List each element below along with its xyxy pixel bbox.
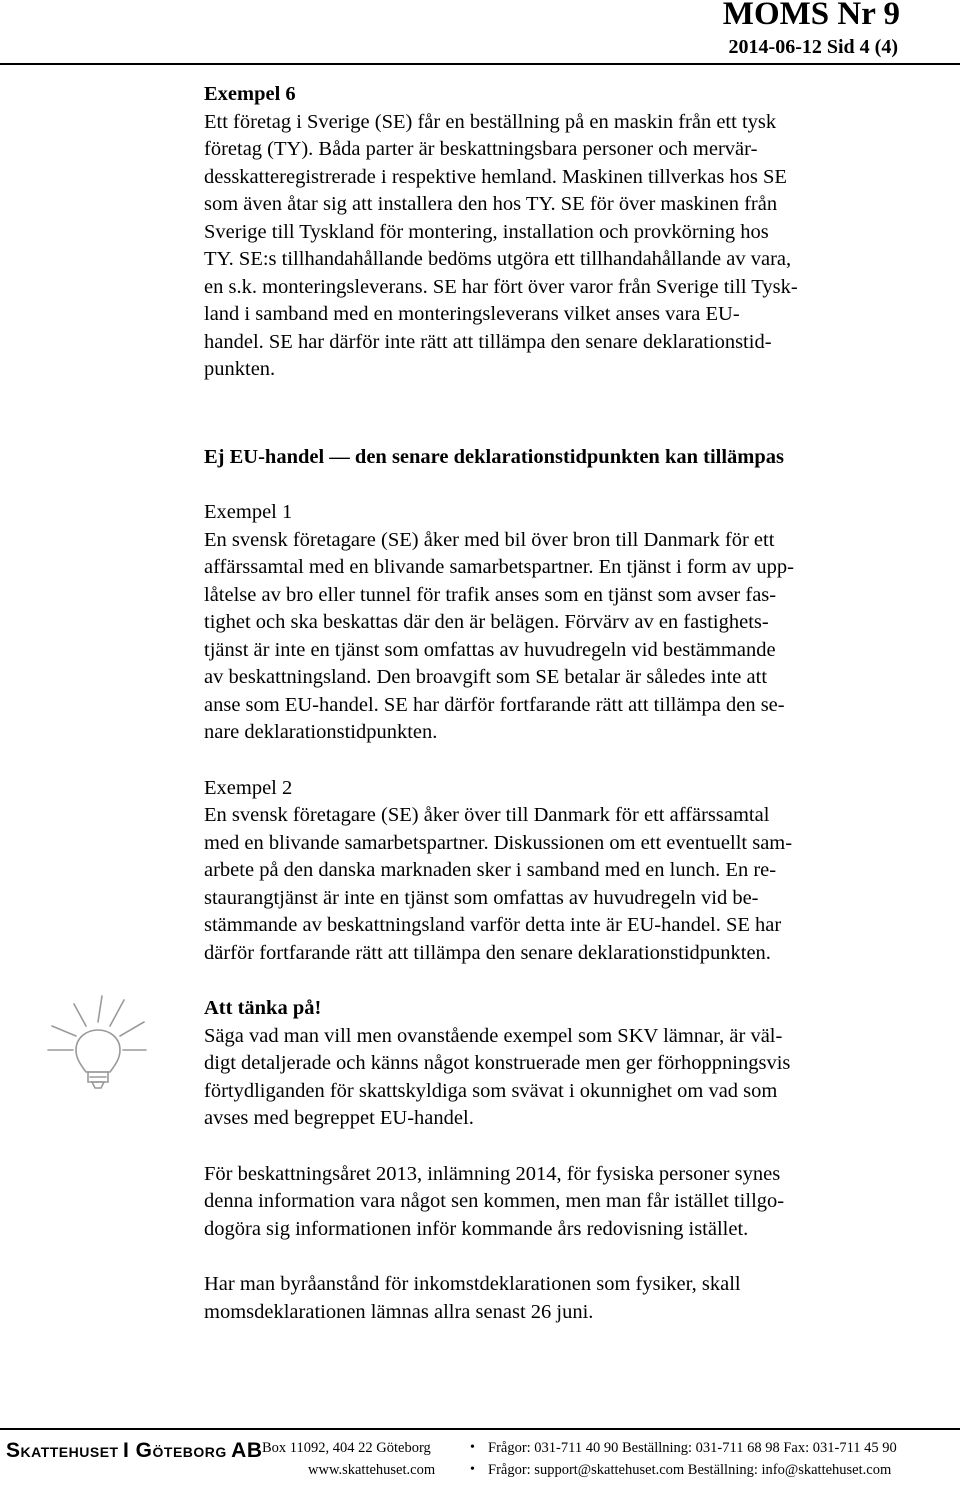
- example2-body: [204, 802, 884, 967]
- text-line: land i samband med en monteringsleverans vilket anses vara EU-: [204, 303, 740, 325]
- website-link[interactable]: www.skattehuset.com: [308, 1462, 436, 1478]
- header-divider: [0, 63, 960, 65]
- text-line: TY. SE:s tillhandahållande bedöms utgöra ett tillhandahållande av vara,: [204, 248, 792, 270]
- text-line: företag (TY). Båda parter är beskattningsbara personer och mervär-: [204, 138, 758, 160]
- text-line: handel. SE har därför inte rätt att tillämpa den senare deklarationstid-: [204, 330, 772, 353]
- paragraph-deadline: [204, 1271, 884, 1326]
- date-page-number: 2014-06-12 Sid 4 (4): [728, 36, 898, 58]
- text-line: denna information vara något sen kommen, men man får istället tillgo-: [204, 1190, 785, 1212]
- example6-title: Exempel 6: [204, 83, 296, 105]
- text-line: med en blivande samarbetspartner. Diskussionen om ett eventuellt sam-: [204, 831, 793, 854]
- company-address: Box 11092, 404 22 Göteborg: [262, 1440, 431, 1456]
- text-line: låtelse av bro eller tunnel för trafik anses som en tjänst som avser fas-: [204, 583, 777, 606]
- note-body: [204, 1023, 884, 1133]
- text-line: momsdeklarationen lämnas allra senast 26 juni.: [204, 1300, 594, 1323]
- text-line: stämmande av beskattningsland varför detta inte är EU-handel. SE har: [204, 914, 782, 936]
- text-line: tjänst är inte en tjänst som omfattas av huvudregeln vid bestämmande: [204, 638, 776, 661]
- example1-title: Exempel 1: [204, 501, 293, 523]
- paragraph-tax-year: [204, 1161, 884, 1244]
- text-line: avses med begreppet EU-handel.: [204, 1107, 474, 1129]
- text-line: staurangtjänst är inte en tjänst som omfattas av huvudregeln vid be-: [204, 886, 759, 909]
- contact-phone-line: Frågor: 031-711 40 90 Beställning: 031-711 68 98 Fax: 031-711 45 90: [488, 1440, 897, 1456]
- text-line: desskatteregistrerade i respektive hemland. Maskinen tillverkas hos SE: [204, 165, 787, 188]
- main-content: [204, 81, 884, 1326]
- text-line: Har man byråanstånd för inkomstdeklarationen som fysiker, skall: [204, 1273, 741, 1295]
- text-line: En svensk företagare (SE) åker över till Danmark för ett affärssamtal: [204, 804, 770, 826]
- example1-body: [204, 527, 884, 747]
- text-line: digt detaljerade och känns något konstruerade men ger förhoppningsvis: [204, 1052, 791, 1074]
- text-line: En svensk företagare (SE) åker med bil över bron till Danmark för ett: [204, 528, 775, 551]
- text-line: affärssamtal med en blivande samarbetspartner. En tjänst i form av upp-: [204, 556, 794, 578]
- text-line: förtydliganden för skattskyldiga som svävat i okunnighet om vad som: [204, 1079, 778, 1102]
- footer-divider: [0, 1428, 960, 1430]
- text-line: därför fortfarande rätt att tillämpa den senare deklarationstidpunkten.: [204, 941, 771, 964]
- text-line: arbete på den danska marknaden sker i samband med en lunch. En re-: [204, 859, 777, 881]
- example6-body: [204, 109, 884, 384]
- document-title: MOMS Nr 9: [722, 0, 900, 32]
- text-line: Säga vad man vill men ovanstående exempel som SKV lämnar, är väl-: [204, 1024, 783, 1047]
- company-name: SKATTEHUSET I GÖTEBORG AB: [6, 1439, 263, 1462]
- text-line: av beskattningsland. Den broavgift som SE betalar är således inte att: [204, 666, 768, 688]
- example2-title: Exempel 2: [204, 776, 293, 799]
- text-line: en s.k. monteringsleverans. SE har fört över varor från Sverige till Tysk-: [204, 275, 798, 298]
- lightbulb-icon: [20, 990, 150, 1100]
- text-line: punkten.: [204, 358, 276, 380]
- text-line: tighet och ska beskattas där den är belägen. Förvärv av en fastighets-: [204, 611, 769, 633]
- contact-email-line[interactable]: Frågor: support@skattehuset.com Beställning: info@skattehuset.com: [488, 1462, 892, 1478]
- text-line: För beskattningsåret 2013, inlämning 2014, för fysiska personer synes: [204, 1162, 781, 1185]
- section-heading: Ej EU-handel — den senare deklarationstidpunkten kan tillämpas: [204, 445, 785, 468]
- bullet-separator: •: [470, 1440, 475, 1455]
- bullet-separator: •: [470, 1462, 475, 1477]
- text-line: Sverige till Tyskland för montering, installation och provkörning hos: [204, 220, 769, 243]
- text-line: som även åtar sig att installera den hos TY. SE för över maskinen från: [204, 193, 778, 215]
- text-line: Ett företag i Sverige (SE) får en beställning på en maskin från ett tysk: [204, 110, 777, 133]
- text-line: dogöra sig informationen inför kommande års redovisning istället.: [204, 1217, 749, 1240]
- note-title: Att tänka på!: [204, 997, 322, 1019]
- text-line: anse som EU-handel. SE har därför fortfarande rätt att tillämpa den se-: [204, 693, 785, 716]
- text-line: nare deklarationstidpunkten.: [204, 721, 438, 743]
